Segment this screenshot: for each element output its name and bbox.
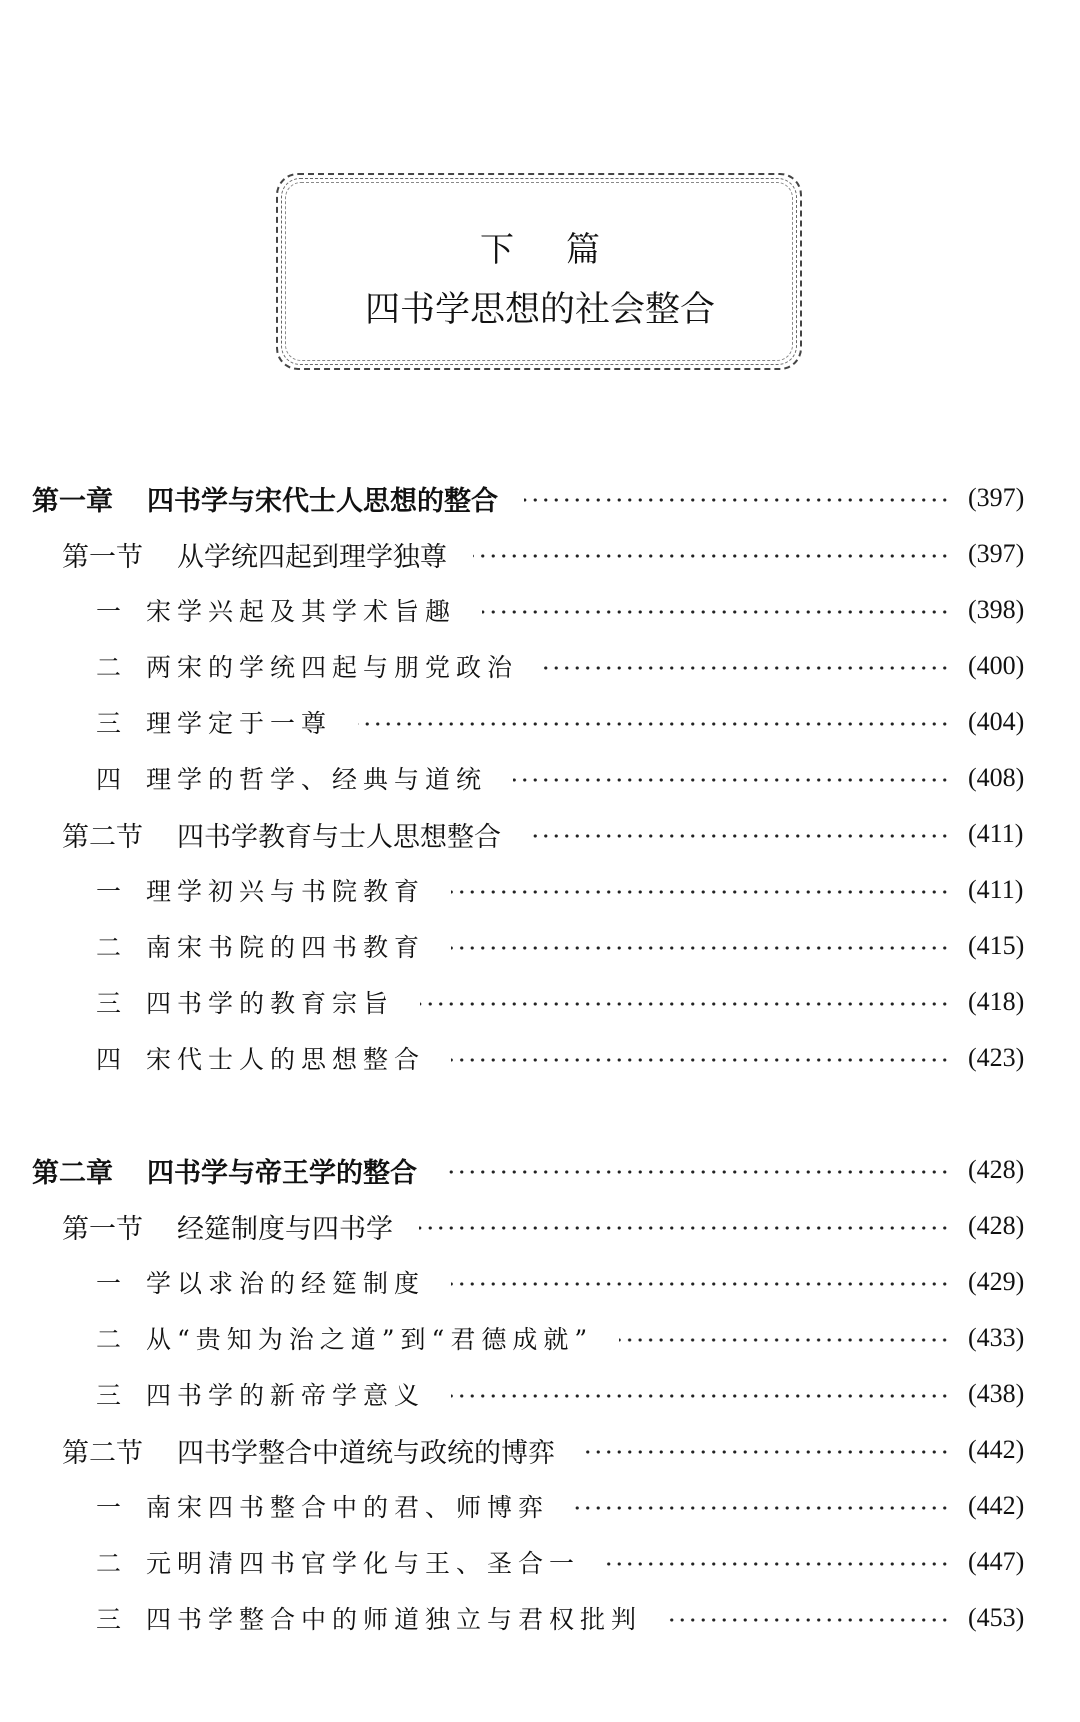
entry-label (96, 1544, 580, 1580)
page-number: (453) (968, 1603, 1025, 1632)
item-title: 学以求治的经筵制度 (146, 1269, 426, 1298)
dot-leader (451, 1394, 950, 1398)
item-title: 宋代士人的思想整合 (146, 1045, 426, 1074)
item-number: 一 (96, 597, 128, 626)
dot-leader (451, 890, 950, 894)
item-title: 南宋书院的四书教育 (146, 933, 426, 962)
part-label (0, 222, 1080, 271)
item-number: 三 (96, 709, 128, 738)
dot-leader (524, 498, 950, 502)
page-number: (428) (968, 1211, 1025, 1240)
item-number: 二 (96, 653, 128, 682)
item-number: 二 (96, 1325, 128, 1354)
part-label-left: 下 (480, 230, 514, 270)
item-title: 从“贵知为治之道”到“君德成就” (146, 1325, 594, 1354)
dot-leader (419, 1226, 950, 1230)
section-title: 四书学教育与士人思想整合 (177, 821, 501, 853)
part-title: 四书学思想的社会整合 (364, 290, 715, 330)
dot-leader (420, 1002, 950, 1006)
dot-leader (513, 778, 950, 782)
item-title: 理学定于一尊 (146, 709, 333, 738)
section-number: 第二节 (62, 1437, 143, 1469)
toc-item-entry[interactable] (0, 638, 1080, 694)
toc-item-entry[interactable] (0, 1366, 1080, 1422)
section-title: 四书学整合中道统与政统的博弈 (177, 1437, 555, 1469)
page-number: (433) (968, 1323, 1025, 1352)
entry-label (62, 1207, 393, 1246)
chapter-number: 第一章 (32, 485, 113, 517)
chapter-title: 四书学与宋代士人思想的整合 (147, 485, 498, 517)
section-title: 从学统四起到理学独尊 (177, 541, 447, 573)
item-number: 一 (96, 1269, 128, 1298)
page-number: (438) (968, 1379, 1025, 1408)
dot-leader (619, 1338, 950, 1342)
item-title: 宋学兴起及其学术旨趣 (146, 597, 457, 626)
entry-label (96, 872, 425, 908)
chapter-number: 第二章 (32, 1157, 113, 1189)
dot-leader (473, 554, 950, 558)
entry-label (62, 1431, 555, 1470)
page-number: (442) (968, 1491, 1025, 1520)
toc-item-entry[interactable] (0, 918, 1080, 974)
item-number: 三 (96, 989, 128, 1018)
toc-item-entry[interactable] (0, 1478, 1080, 1534)
page-number: (400) (968, 651, 1025, 680)
entry-label (96, 1376, 425, 1412)
entry-label (96, 648, 518, 684)
chapter-group (0, 470, 1080, 1086)
entry-label (96, 1040, 425, 1076)
toc-item-entry[interactable] (0, 750, 1080, 806)
entry-label (62, 535, 447, 574)
dot-leader (358, 722, 950, 726)
item-title: 四书学的新帝学意义 (146, 1381, 426, 1410)
item-number: 一 (96, 877, 128, 906)
page-number: (447) (968, 1547, 1025, 1576)
page-number: (423) (968, 1043, 1025, 1072)
table-of-contents (0, 470, 1080, 1646)
page-number: (415) (968, 931, 1025, 960)
item-title: 元明清四书官学化与王、圣合一 (146, 1549, 581, 1578)
entry-label (96, 704, 332, 740)
dot-leader (527, 834, 950, 838)
page-number: (411) (968, 875, 1024, 904)
dot-leader (451, 1282, 950, 1286)
section-number: 第二节 (62, 821, 143, 853)
entry-label (96, 1600, 642, 1636)
entry-label (96, 928, 425, 964)
item-number: 三 (96, 1605, 128, 1634)
dot-leader (443, 1170, 950, 1174)
toc-item-entry[interactable] (0, 862, 1080, 918)
dot-leader (606, 1562, 950, 1566)
item-number: 二 (96, 933, 128, 962)
toc-section-entry[interactable] (0, 1422, 1080, 1478)
item-title: 理学初兴与书院教育 (146, 877, 426, 906)
toc-item-entry[interactable] (0, 974, 1080, 1030)
toc-section-entry[interactable] (0, 806, 1080, 862)
chapter-title: 四书学与帝王学的整合 (147, 1157, 417, 1189)
toc-item-entry[interactable] (0, 1030, 1080, 1086)
page-number: (397) (968, 539, 1025, 568)
entry-label (96, 760, 487, 796)
section-number: 第一节 (62, 541, 143, 573)
part-label-right: 篇 (566, 230, 600, 270)
item-number: 一 (96, 1493, 128, 1522)
entry-label (32, 1151, 417, 1190)
toc-item-entry[interactable] (0, 694, 1080, 750)
page-number: (429) (968, 1267, 1025, 1296)
dot-leader (544, 666, 950, 670)
dot-leader (668, 1618, 950, 1622)
entry-label (96, 1320, 593, 1356)
toc-chapter-entry[interactable] (0, 470, 1080, 526)
toc-item-entry[interactable] (0, 1310, 1080, 1366)
entry-label (32, 479, 498, 518)
page-number: (398) (968, 595, 1025, 624)
item-title: 理学的哲学、经典与道统 (146, 765, 488, 794)
entry-label (96, 592, 456, 628)
toc-item-entry[interactable] (0, 1534, 1080, 1590)
item-title: 四书学的教育宗旨 (146, 989, 395, 1018)
page-number: (397) (968, 483, 1025, 512)
item-number: 二 (96, 1549, 128, 1578)
entry-label (62, 815, 501, 854)
section-number: 第一节 (62, 1213, 143, 1245)
dot-leader (575, 1506, 950, 1510)
toc-section-entry[interactable] (0, 1198, 1080, 1254)
item-number: 四 (96, 1045, 128, 1074)
toc-section-entry[interactable] (0, 526, 1080, 582)
page-number: (404) (968, 707, 1025, 736)
page-number: (408) (968, 763, 1025, 792)
entry-label (96, 1264, 425, 1300)
page-number: (442) (968, 1435, 1025, 1464)
item-title: 四书学整合中的师道独立与君权批判 (146, 1605, 643, 1634)
item-title: 南宋四书整合中的君、师博弈 (146, 1493, 550, 1522)
item-number: 三 (96, 1381, 128, 1410)
section-title: 经筵制度与四书学 (177, 1213, 393, 1245)
toc-item-entry[interactable] (0, 582, 1080, 638)
page-number: (418) (968, 987, 1025, 1016)
item-number: 四 (96, 765, 128, 794)
dot-leader (482, 610, 950, 614)
toc-item-entry[interactable] (0, 1590, 1080, 1646)
part-heading-frame (276, 173, 802, 370)
toc-item-entry[interactable] (0, 1254, 1080, 1310)
page-number: (411) (968, 819, 1024, 848)
dot-leader (451, 946, 950, 950)
entry-label (96, 984, 394, 1020)
page-number: (428) (968, 1155, 1025, 1184)
chapter-group (0, 1142, 1080, 1646)
dot-leader (581, 1450, 950, 1454)
dot-leader (451, 1058, 950, 1062)
item-title: 两宋的学统四起与朋党政治 (146, 653, 519, 682)
toc-chapter-entry[interactable] (0, 1142, 1080, 1198)
entry-label (96, 1488, 549, 1524)
